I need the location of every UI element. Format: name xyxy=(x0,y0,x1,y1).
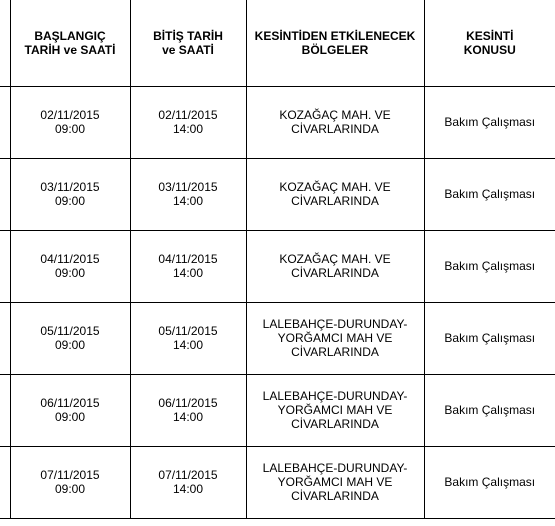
start-date: 02/11/2015 xyxy=(40,108,100,122)
region-line: LALEBAHÇE-DURUNDAY- xyxy=(262,461,408,475)
region-line: CİVARLARINDA xyxy=(291,122,379,136)
end-datetime-cell xyxy=(130,158,246,230)
end-time: 14:00 xyxy=(172,338,204,352)
topic-cell: Bakım Çalışması xyxy=(424,230,555,302)
end-date: 05/11/2015 xyxy=(158,324,218,338)
end-datetime-cell xyxy=(130,302,246,374)
start-date: 04/11/2015 xyxy=(40,252,100,266)
start-date: 05/11/2015 xyxy=(40,324,100,338)
end-time: 14:00 xyxy=(172,482,204,496)
header-line: KONUSU xyxy=(463,42,516,57)
topic-cell: Bakım Çalışması xyxy=(424,446,555,518)
end-date: 06/11/2015 xyxy=(158,396,218,410)
left-edge-cell xyxy=(0,374,10,446)
region-cell xyxy=(246,158,424,230)
topic-cell: Bakım Çalışması xyxy=(424,374,555,446)
end-time: 14:00 xyxy=(172,122,204,136)
start-datetime-cell xyxy=(10,446,130,518)
start-date: 03/11/2015 xyxy=(40,180,100,194)
topic-cell: Bakım Çalışması xyxy=(424,302,555,374)
table-row xyxy=(0,374,555,446)
end-date: 07/11/2015 xyxy=(158,468,218,482)
end-time: 14:00 xyxy=(172,194,204,208)
table-row xyxy=(0,446,555,518)
end-datetime-cell xyxy=(130,230,246,302)
start-time: 09:00 xyxy=(54,338,86,352)
region-line: LALEBAHÇE-DURUNDAY- xyxy=(262,389,408,403)
table-row xyxy=(0,302,555,374)
start-time: 09:00 xyxy=(54,482,86,496)
region-line: KOZAĞAÇ MAH. VE xyxy=(279,252,391,266)
region-line: CİVARLARINDA xyxy=(291,266,379,280)
region-line: CİVARLARINDA xyxy=(291,345,379,359)
end-datetime-cell xyxy=(130,374,246,446)
region-cell xyxy=(246,230,424,302)
region-cell xyxy=(246,446,424,518)
header-line: KESİNTİDEN ETKİLENECEK xyxy=(254,28,416,43)
region-line: YORĞAMCI MAH VE xyxy=(277,331,393,345)
left-edge-header-cell xyxy=(0,0,10,86)
table-row xyxy=(0,230,555,302)
topic-cell: Bakım Çalışması xyxy=(424,86,555,158)
start-time: 09:00 xyxy=(54,266,86,280)
header-line: BÖLGELER xyxy=(301,42,369,57)
end-datetime-cell xyxy=(130,86,246,158)
start-datetime-cell xyxy=(10,86,130,158)
region-line: CİVARLARINDA xyxy=(291,489,379,503)
end-datetime-header xyxy=(130,0,246,86)
header-line: ve SAATİ xyxy=(162,42,214,57)
left-edge-cell xyxy=(0,230,10,302)
table-header-row xyxy=(0,0,555,86)
start-datetime-header xyxy=(10,0,130,86)
end-time: 14:00 xyxy=(172,410,204,424)
region-line: LALEBAHÇE-DURUNDAY- xyxy=(262,317,408,331)
affected-regions-header xyxy=(246,0,424,86)
header-line: KESİNTİ xyxy=(466,28,514,43)
start-date: 06/11/2015 xyxy=(40,396,100,410)
table-row xyxy=(0,86,555,158)
start-time: 09:00 xyxy=(54,122,86,136)
start-datetime-cell xyxy=(10,230,130,302)
region-cell xyxy=(246,86,424,158)
start-time: 09:00 xyxy=(54,410,86,424)
end-date: 03/11/2015 xyxy=(158,180,218,194)
topic-cell: Bakım Çalışması xyxy=(424,158,555,230)
end-datetime-cell xyxy=(130,446,246,518)
header-line: TARİH ve SAATİ xyxy=(24,42,116,57)
header-line: BİTİŞ TARİH xyxy=(153,28,223,43)
region-cell xyxy=(246,374,424,446)
end-time: 14:00 xyxy=(172,266,204,280)
end-date: 02/11/2015 xyxy=(158,108,218,122)
start-time: 09:00 xyxy=(54,194,86,208)
table-row xyxy=(0,158,555,230)
header-line: BAŞLANGIÇ xyxy=(34,28,106,43)
start-datetime-cell xyxy=(10,374,130,446)
left-edge-cell xyxy=(0,86,10,158)
end-date: 04/11/2015 xyxy=(158,252,218,266)
region-line: CİVARLARINDA xyxy=(291,194,379,208)
left-edge-cell xyxy=(0,446,10,518)
left-edge-cell xyxy=(0,302,10,374)
start-datetime-cell xyxy=(10,302,130,374)
start-date: 07/11/2015 xyxy=(40,468,100,482)
region-line: KOZAĞAÇ MAH. VE xyxy=(279,180,391,194)
start-datetime-cell xyxy=(10,158,130,230)
region-cell xyxy=(246,302,424,374)
outage-topic-header xyxy=(424,0,555,86)
region-line: YORĞAMCI MAH VE xyxy=(277,403,393,417)
left-edge-cell xyxy=(0,158,10,230)
region-line: YORĞAMCI MAH VE xyxy=(277,475,393,489)
region-line: KOZAĞAÇ MAH. VE xyxy=(279,108,391,122)
region-line: CİVARLARINDA xyxy=(291,417,379,431)
